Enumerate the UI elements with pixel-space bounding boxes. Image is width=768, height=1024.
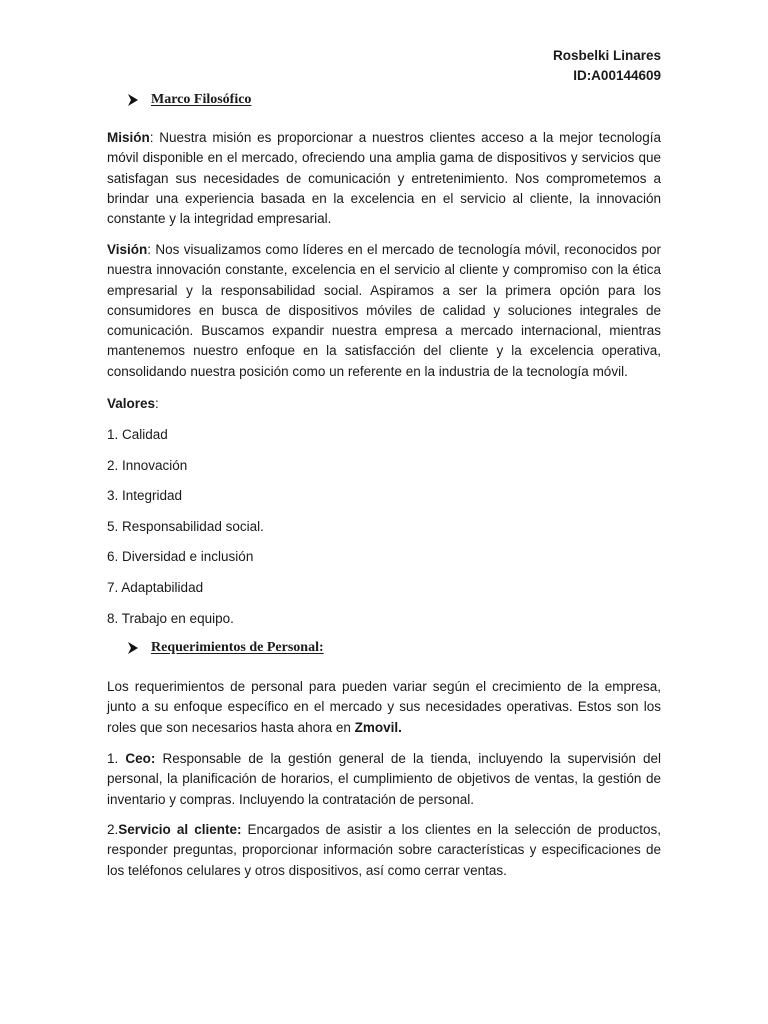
values-list bbox=[107, 425, 264, 639]
list-item: 3. Integridad bbox=[107, 488, 183, 504]
mision-text: : Nuestra misión es proporcionar a nuestros clientes acceso a la mejor tecnología móvil disponible en el mercado, ofreciendo una amplia gama de dispositivos y servicios que satisfagan sus necesidades de comunicación y entretenimiento. Nos comprometemos a brindar una experiencia basada en la excelencia en el servicio al cliente, la innovación constante y la integridad empresarial. bbox=[107, 130, 661, 227]
section-heading-requerimientos bbox=[128, 640, 324, 656]
list-item: 2. Innovación bbox=[107, 457, 188, 473]
section-title: Marco Filosófico bbox=[151, 92, 252, 107]
author-block bbox=[553, 46, 661, 86]
company-name: Zmovil. bbox=[354, 719, 402, 735]
author-id: ID:A00144609 bbox=[573, 68, 661, 83]
list-item: 6. Diversidad e inclusión bbox=[107, 549, 254, 565]
list-item: 7. Adaptabilidad bbox=[107, 579, 204, 595]
vision-label: Visión bbox=[107, 242, 148, 257]
requerimientos-intro-paragraph bbox=[107, 677, 661, 738]
ceo-text: Responsable de la gestión general de la tienda, incluyendo la supervisión del personal, la planificación de horarios, el cumplimiento de objetivos de ventas, la gestión de inventario y compras. Incluyendo la contratación de personal. bbox=[107, 751, 661, 807]
valores-label: Valores bbox=[107, 396, 156, 411]
intro-text: Los requerimientos de personal para pueden variar según el crecimiento de la empresa, junto a su enfoque específico en el mercado y sus necesidades operativas. Estos son los roles que son necesarios hasta ahora en bbox=[107, 679, 661, 735]
vision-text: : Nos visualizamos como líderes en el mercado de tecnología móvil, reconocidos por nuestra innovación constante, excelencia en el servicio al cliente y compromiso con la ética empresarial y la responsabilidad social. Aspiramos a ser la primera opción para los consumidores en busca de dispositivos móviles de calidad y soluciones integrales de comunicación. Buscamos expandir nuestra empresa a mercado internacional, mientras mantenemos nuestro enfoque en la satisfacción del cliente y la excelencia operativa, consolidando nuestra posición como un referente en la industria de la tecnología móvil. bbox=[107, 242, 661, 379]
mision-label: Misión bbox=[107, 130, 150, 145]
arrowhead-bullet-icon bbox=[128, 642, 138, 654]
servicio-text: Encargados de asistir a los clientes en la selección de productos, responder preguntas, proporcionar información sobre características y especificaciones de los teléfonos celulares y otros dispositivos, así como cerrar ventas. bbox=[107, 822, 661, 878]
servicio-label: Servicio al cliente: bbox=[118, 822, 242, 837]
mision-paragraph bbox=[107, 128, 661, 229]
section-title: Requerimientos de Personal: bbox=[151, 640, 324, 655]
section-heading-marco-filosofico bbox=[128, 92, 251, 108]
ceo-paragraph bbox=[107, 749, 661, 810]
servicio-prefix: 2. bbox=[107, 822, 119, 837]
arrowhead-bullet-icon bbox=[128, 94, 138, 106]
vision-paragraph bbox=[107, 240, 661, 382]
valores-colon: : bbox=[155, 396, 159, 411]
servicio-paragraph bbox=[107, 820, 661, 881]
list-item: 8. Trabajo en equipo. bbox=[107, 610, 234, 626]
list-item: 5. Responsabilidad social. bbox=[107, 518, 264, 534]
valores-heading bbox=[107, 394, 661, 414]
ceo-label: Ceo: bbox=[125, 751, 156, 766]
author-name: Rosbelki Linares bbox=[552, 48, 661, 63]
list-item: 1. Calidad bbox=[107, 427, 168, 442]
ceo-prefix: 1. bbox=[107, 751, 126, 766]
